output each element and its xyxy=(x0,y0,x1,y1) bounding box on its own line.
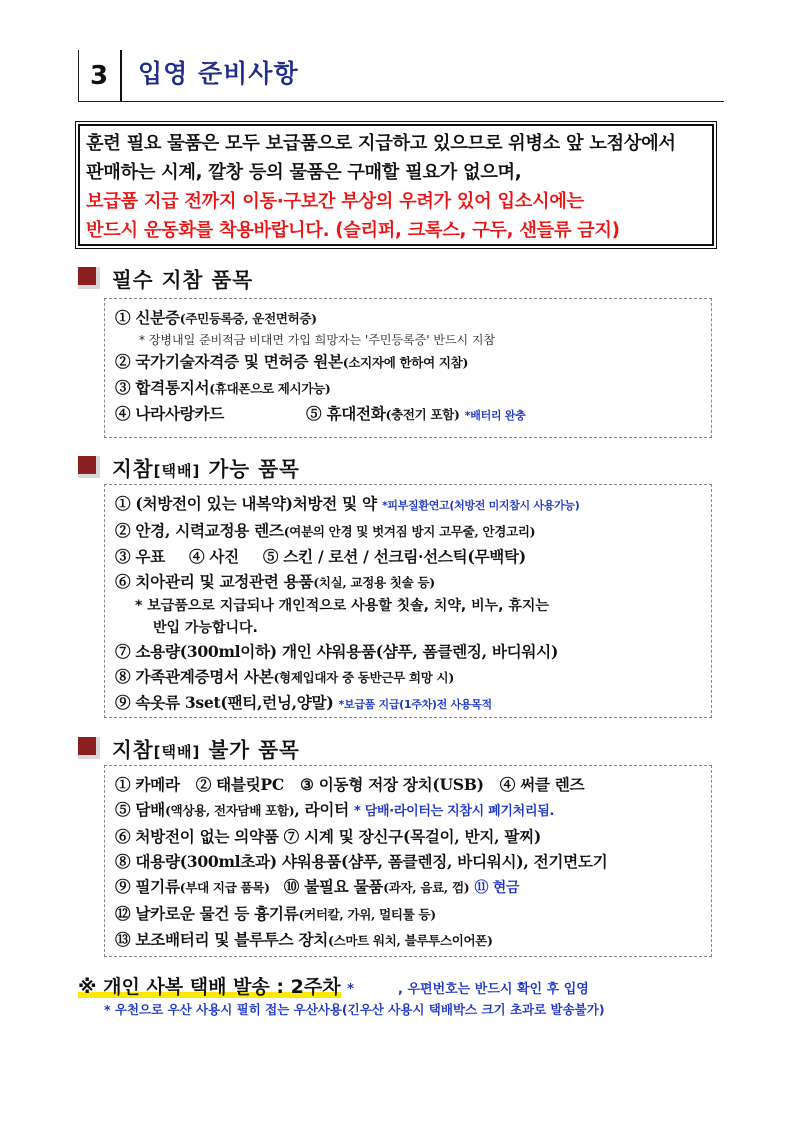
delivery-no-list xyxy=(104,765,712,957)
notice-line-2: 판매하는 시계, 깔창 등의 물품은 구매할 필요가 없으며, xyxy=(86,162,522,183)
list-item: ⑦ 소용량(300ml이하) 개인 샤워용품(샴푸, 폼클렌징, 바디워시) xyxy=(115,642,559,661)
notice-box xyxy=(78,124,714,246)
list-item: ⑥ 치아관리 및 교정관련 용품(치실, 교정용 칫솔 등) xyxy=(115,572,435,591)
list-item: ⑧ 가족관계증명서 사본(형제입대자 중 동반근무 희망 시) xyxy=(115,667,454,686)
shipping-note: , 우편번호는 반드시 확인 후 입영 xyxy=(397,982,589,997)
delivery-ok-heading: 지참[택배] 가능 품목 xyxy=(78,452,300,482)
required-list xyxy=(104,298,712,438)
list-item: ⑥ 처방전이 없는 의약품 ⑦ 시계 및 장신구(목걸이, 반지, 팔찌) xyxy=(115,827,541,846)
list-item: ⑨ 필기류(부대 지급 품목) ⑩ 불필요 물품(과자, 음료, 껌) ⑪ 현금 xyxy=(115,877,520,896)
list-item-note: * 보급품으로 지급되나 개인적으로 사용할 칫솔, 치약, 비누, 휴지는 xyxy=(135,598,549,614)
required-heading xyxy=(78,263,253,293)
shipping-line: ※ 개인 사복 택배 발송 : 2주차 * , 우편번호는 반드시 확인 후 입영 xyxy=(78,976,589,998)
list-item: ⑬ 보조배터리 및 블루투스 장치(스마트 워치, 블루투스이어폰) xyxy=(115,930,493,949)
delivery-ok-list xyxy=(104,484,712,718)
shipping-title: 개인 사복 택배 발송 : 2주차 xyxy=(103,976,341,998)
notice-line-1: 훈련 필요 물품은 모두 보급품으로 지급하고 있으므로 위병소 앞 노점상에서 xyxy=(86,133,676,154)
list-item: ② 안경, 시력교정용 렌즈(여분의 안경 및 벗겨짐 방지 고무줄, 안경고리) xyxy=(115,521,536,540)
square-bullet-icon xyxy=(78,456,100,478)
notice-line-3: 보급품 지급 전까지 이동·구보간 부상의 우려가 있어 입소시에는 xyxy=(86,191,584,212)
reference-mark: ※ xyxy=(78,976,97,998)
section-number: 3 xyxy=(78,50,122,102)
square-bullet-icon xyxy=(78,737,100,759)
list-item: ⑤ 담배(액상용, 전자담배 포함), 라이터 * 담배·라이터는 지참시 폐기처리됨. xyxy=(115,800,555,819)
list-item: ② 국가기술자격증 및 면허증 원본(소지자에 한하여 지참) xyxy=(115,352,469,371)
list-item: ⑫ 날카로운 물건 등 흉기류(커터칼, 가위, 멀티툴 등) xyxy=(115,904,436,923)
square-bullet-icon xyxy=(78,267,100,289)
list-item: ④ 나라사랑카드 ⑤ 휴대전화(충전기 포함) *배터리 완충 xyxy=(115,404,526,423)
list-item: ⑧ 대용량(300ml초과) 샤워용품(샴푸, 폼클렌징, 바디워시), 전기면도기 xyxy=(115,852,608,871)
list-item: ① 신분증(주민등록증, 운전면허증) xyxy=(115,308,317,327)
notice-line-4: 반드시 운동화를 착용바랍니다. (슬리퍼, 크록스, 구두, 샌들류 금지) xyxy=(86,220,620,241)
umbrella-note: * 우천으로 우산 사용시 필히 접는 우산사용(긴우산 사용시 택배박스 크기 초과로 발송불가) xyxy=(104,1002,605,1017)
section-title: 입영 준비사항 xyxy=(138,59,299,88)
battery-note: *배터리 완충 xyxy=(464,409,526,422)
list-item: ⑨ 속옷류 3set(팬티,런닝,양말) *보급품 지급(1주차)전 사용목적 xyxy=(115,693,492,712)
list-item: ③ 합격통지서(휴대폰으로 제시가능) xyxy=(115,378,331,397)
required-heading-text: 필수 지참 품목 xyxy=(112,268,254,292)
list-item: ③ 우표 ④ 사진 ⑤ 스킨 / 로션 / 선크림·선스틱(무백탁) xyxy=(115,547,526,566)
list-item: ① 카메라 ② 태블릿PC ③ 이동형 저장 장치(USB) ④ 써클 렌즈 xyxy=(115,775,585,794)
list-item: ① (처방전이 있는 내복약)처방전 및 약 *피부질환연고(처방전 미지참시 사용가능) xyxy=(115,494,580,513)
list-item-note: * 장병내일 준비적금 비대면 가입 희망자는 '주민등록증' 반드시 지참 xyxy=(139,333,496,347)
list-item-note: 반입 가능합니다. xyxy=(153,620,258,636)
header-underline xyxy=(78,101,724,102)
delivery-no-heading: 지참[택배] 불가 품목 xyxy=(78,733,300,763)
